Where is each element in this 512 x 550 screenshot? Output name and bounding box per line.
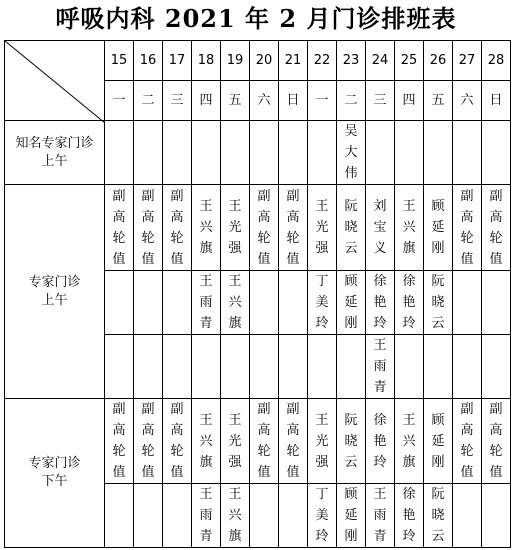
doctor-name: 王光强 (315, 412, 329, 470)
schedule-cell (424, 399, 453, 484)
doctor-name: 王兴旗 (402, 199, 416, 256)
doctor-name: 顾延刚 (431, 412, 445, 470)
schedule-cell (482, 484, 511, 548)
schedule-cell (308, 271, 337, 335)
doctor-name: 副高轮值 (257, 402, 271, 480)
schedule-cell (221, 484, 250, 548)
schedule-cell (163, 399, 192, 484)
corner-cell (5, 41, 105, 121)
schedule-cell (163, 271, 192, 335)
schedule-cell (192, 399, 221, 484)
weekday-cell: 三 (163, 81, 192, 121)
weekday-cell: 六 (453, 81, 482, 121)
doctor-name: 阮晓云 (344, 199, 358, 256)
schedule-cell (453, 121, 482, 185)
expert-am-row-1 (5, 185, 511, 271)
row-label-line1: 专家门诊 (28, 456, 81, 471)
row-label-line2: 下午 (41, 474, 68, 489)
date-cell: 25 (395, 41, 424, 81)
schedule-cell (279, 484, 308, 548)
page-title: 呼吸内科 2021 年 2 月门诊排班表 (55, 4, 457, 33)
weekday-cell: 六 (250, 81, 279, 121)
date-cell: 21 (279, 41, 308, 81)
doctor-name: 副高轮值 (257, 188, 271, 267)
schedule-cell (105, 335, 134, 399)
weekday-cell: 四 (192, 81, 221, 121)
doctor-name: 副高轮值 (286, 402, 300, 480)
schedule-cell (163, 484, 192, 548)
date-cell: 26 (424, 41, 453, 81)
date-cell: 19 (221, 41, 250, 81)
weekday-cell: 三 (366, 81, 395, 121)
doctor-name: 副高轮值 (286, 188, 300, 267)
schedule-cell (395, 335, 424, 399)
schedule-cell (105, 121, 134, 185)
weekday-cell: 五 (424, 81, 453, 121)
schedule-cell (337, 484, 366, 548)
schedule-cell (482, 121, 511, 185)
doctor-name: 王光强 (228, 199, 242, 256)
schedule-cell (366, 335, 395, 399)
date-cell: 28 (482, 41, 511, 81)
doctor-name: 阮晓云 (431, 487, 445, 544)
schedule-cell (163, 121, 192, 185)
schedule-cell (395, 271, 424, 335)
doctor-name: 王雨青 (373, 487, 387, 544)
schedule-cell (105, 185, 134, 271)
schedule-cell (337, 185, 366, 271)
doctor-name: 徐艳玲 (373, 274, 387, 331)
schedule-cell (221, 271, 250, 335)
schedule-cell (192, 121, 221, 185)
schedule-cell (105, 399, 134, 484)
schedule-cell (134, 484, 163, 548)
schedule-cell (279, 335, 308, 399)
date-cell: 20 (250, 41, 279, 81)
schedule-cell (337, 399, 366, 484)
doctor-name: 顾延刚 (431, 199, 445, 256)
schedule-cell (424, 121, 453, 185)
schedule-cell (337, 335, 366, 399)
schedule-cell (424, 484, 453, 548)
schedule-cell (424, 335, 453, 399)
weekday-cell: 一 (105, 81, 134, 121)
date-row (5, 41, 511, 81)
doctor-name: 副高轮值 (170, 402, 184, 480)
weekday-cell: 二 (134, 81, 163, 121)
famous-expert-am-label (5, 121, 105, 185)
schedule-cell (453, 335, 482, 399)
schedule-cell (105, 484, 134, 548)
schedule-cell (366, 271, 395, 335)
schedule-cell (279, 121, 308, 185)
doctor-name: 阮晓云 (344, 412, 358, 470)
schedule-cell (250, 399, 279, 484)
schedule-cell (308, 335, 337, 399)
doctor-name: 副高轮值 (141, 402, 155, 480)
schedule-cell (366, 185, 395, 271)
expert-pm-label (5, 399, 105, 548)
doctor-name: 副高轮值 (460, 188, 474, 267)
schedule-cell (105, 271, 134, 335)
doctor-name: 王光强 (228, 412, 242, 470)
schedule-cell (163, 185, 192, 271)
date-cell: 27 (453, 41, 482, 81)
doctor-name: 王兴旗 (228, 487, 242, 544)
schedule-cell (424, 185, 453, 271)
schedule-cell (250, 185, 279, 271)
schedule-cell (250, 335, 279, 399)
doctor-name: 副高轮值 (460, 402, 474, 480)
schedule-cell (366, 399, 395, 484)
doctor-name: 顾延刚 (344, 274, 358, 331)
schedule-cell (482, 399, 511, 484)
weekday-cell: 日 (482, 81, 511, 121)
schedule-cell (192, 335, 221, 399)
schedule-cell (250, 121, 279, 185)
doctor-name: 吴大伟 (344, 124, 358, 181)
expert-am-label (5, 185, 105, 399)
doctor-name: 阮晓云 (431, 274, 445, 331)
row-label-line1: 知名专家门诊 (15, 135, 94, 151)
doctor-name: 副高轮值 (112, 188, 126, 267)
schedule-cell (337, 121, 366, 185)
schedule-cell (482, 185, 511, 271)
weekday-cell: 一 (308, 81, 337, 121)
date-cell: 18 (192, 41, 221, 81)
doctor-name: 王雨青 (199, 274, 213, 331)
schedule-cell (424, 271, 453, 335)
schedule-cell (279, 399, 308, 484)
doctor-name: 徐艳玲 (402, 487, 416, 544)
schedule-cell (453, 185, 482, 271)
row-label-line2: 上午 (41, 292, 68, 308)
schedule-cell (308, 484, 337, 548)
date-cell: 16 (134, 41, 163, 81)
schedule-cell (134, 121, 163, 185)
schedule-cell (192, 271, 221, 335)
doctor-name: 丁美玲 (315, 487, 329, 544)
schedule-cell (453, 484, 482, 548)
date-cell: 17 (163, 41, 192, 81)
schedule-cell (395, 484, 424, 548)
date-cell: 23 (337, 41, 366, 81)
schedule-cell (308, 399, 337, 484)
weekday-cell: 二 (337, 81, 366, 121)
schedule-table (4, 40, 511, 548)
date-cell: 24 (366, 41, 395, 81)
doctor-name: 王兴旗 (199, 412, 213, 470)
doctor-name: 副高轮值 (141, 188, 155, 267)
schedule-cell (221, 185, 250, 271)
weekday-cell: 五 (221, 81, 250, 121)
famous-expert-am-row (5, 121, 511, 185)
schedule-cell (134, 335, 163, 399)
weekday-cell: 四 (395, 81, 424, 121)
doctor-name: 王光强 (315, 199, 329, 256)
schedule-cell (308, 121, 337, 185)
schedule-cell (192, 185, 221, 271)
schedule-cell (163, 335, 192, 399)
doctor-name: 丁美玲 (315, 274, 329, 331)
schedule-cell (279, 185, 308, 271)
schedule-cell (366, 121, 395, 185)
row-label-line2: 上午 (41, 153, 68, 169)
doctor-name: 王雨青 (199, 487, 213, 544)
schedule-cell (192, 484, 221, 548)
doctor-name: 王兴旗 (228, 274, 242, 331)
diagonal-line (5, 41, 105, 123)
doctor-name: 徐艳玲 (402, 274, 416, 331)
doctor-name: 刘宝义 (373, 199, 387, 256)
doctor-name: 王兴旗 (199, 199, 213, 256)
schedule-cell (221, 335, 250, 399)
schedule-cell (134, 399, 163, 484)
schedule-cell (308, 185, 337, 271)
weekday-cell: 日 (279, 81, 308, 121)
row-label-line1: 专家门诊 (28, 274, 81, 290)
schedule-cell (395, 399, 424, 484)
schedule-cell (453, 271, 482, 335)
doctor-name: 副高轮值 (112, 402, 126, 480)
schedule-cell (221, 399, 250, 484)
doctor-name: 王雨青 (373, 338, 387, 395)
schedule-cell (482, 271, 511, 335)
schedule-cell (221, 121, 250, 185)
doctor-name: 副高轮值 (489, 188, 503, 267)
doctor-name: 副高轮值 (489, 402, 503, 480)
schedule-cell (250, 271, 279, 335)
doctor-name: 王兴旗 (402, 412, 416, 470)
schedule-cell (395, 121, 424, 185)
date-cell: 22 (308, 41, 337, 81)
expert-pm-row-1 (5, 399, 511, 484)
schedule-cell (134, 271, 163, 335)
doctor-name: 顾延刚 (344, 487, 358, 544)
schedule-cell (337, 271, 366, 335)
schedule-cell (250, 484, 279, 548)
schedule-cell (453, 399, 482, 484)
schedule-cell (482, 335, 511, 399)
schedule-cell (366, 484, 395, 548)
schedule-cell (134, 185, 163, 271)
doctor-name: 副高轮值 (170, 188, 184, 267)
schedule-cell (279, 271, 308, 335)
date-cell: 15 (105, 41, 134, 81)
schedule-cell (395, 185, 424, 271)
doctor-name: 徐艳玲 (373, 412, 387, 470)
